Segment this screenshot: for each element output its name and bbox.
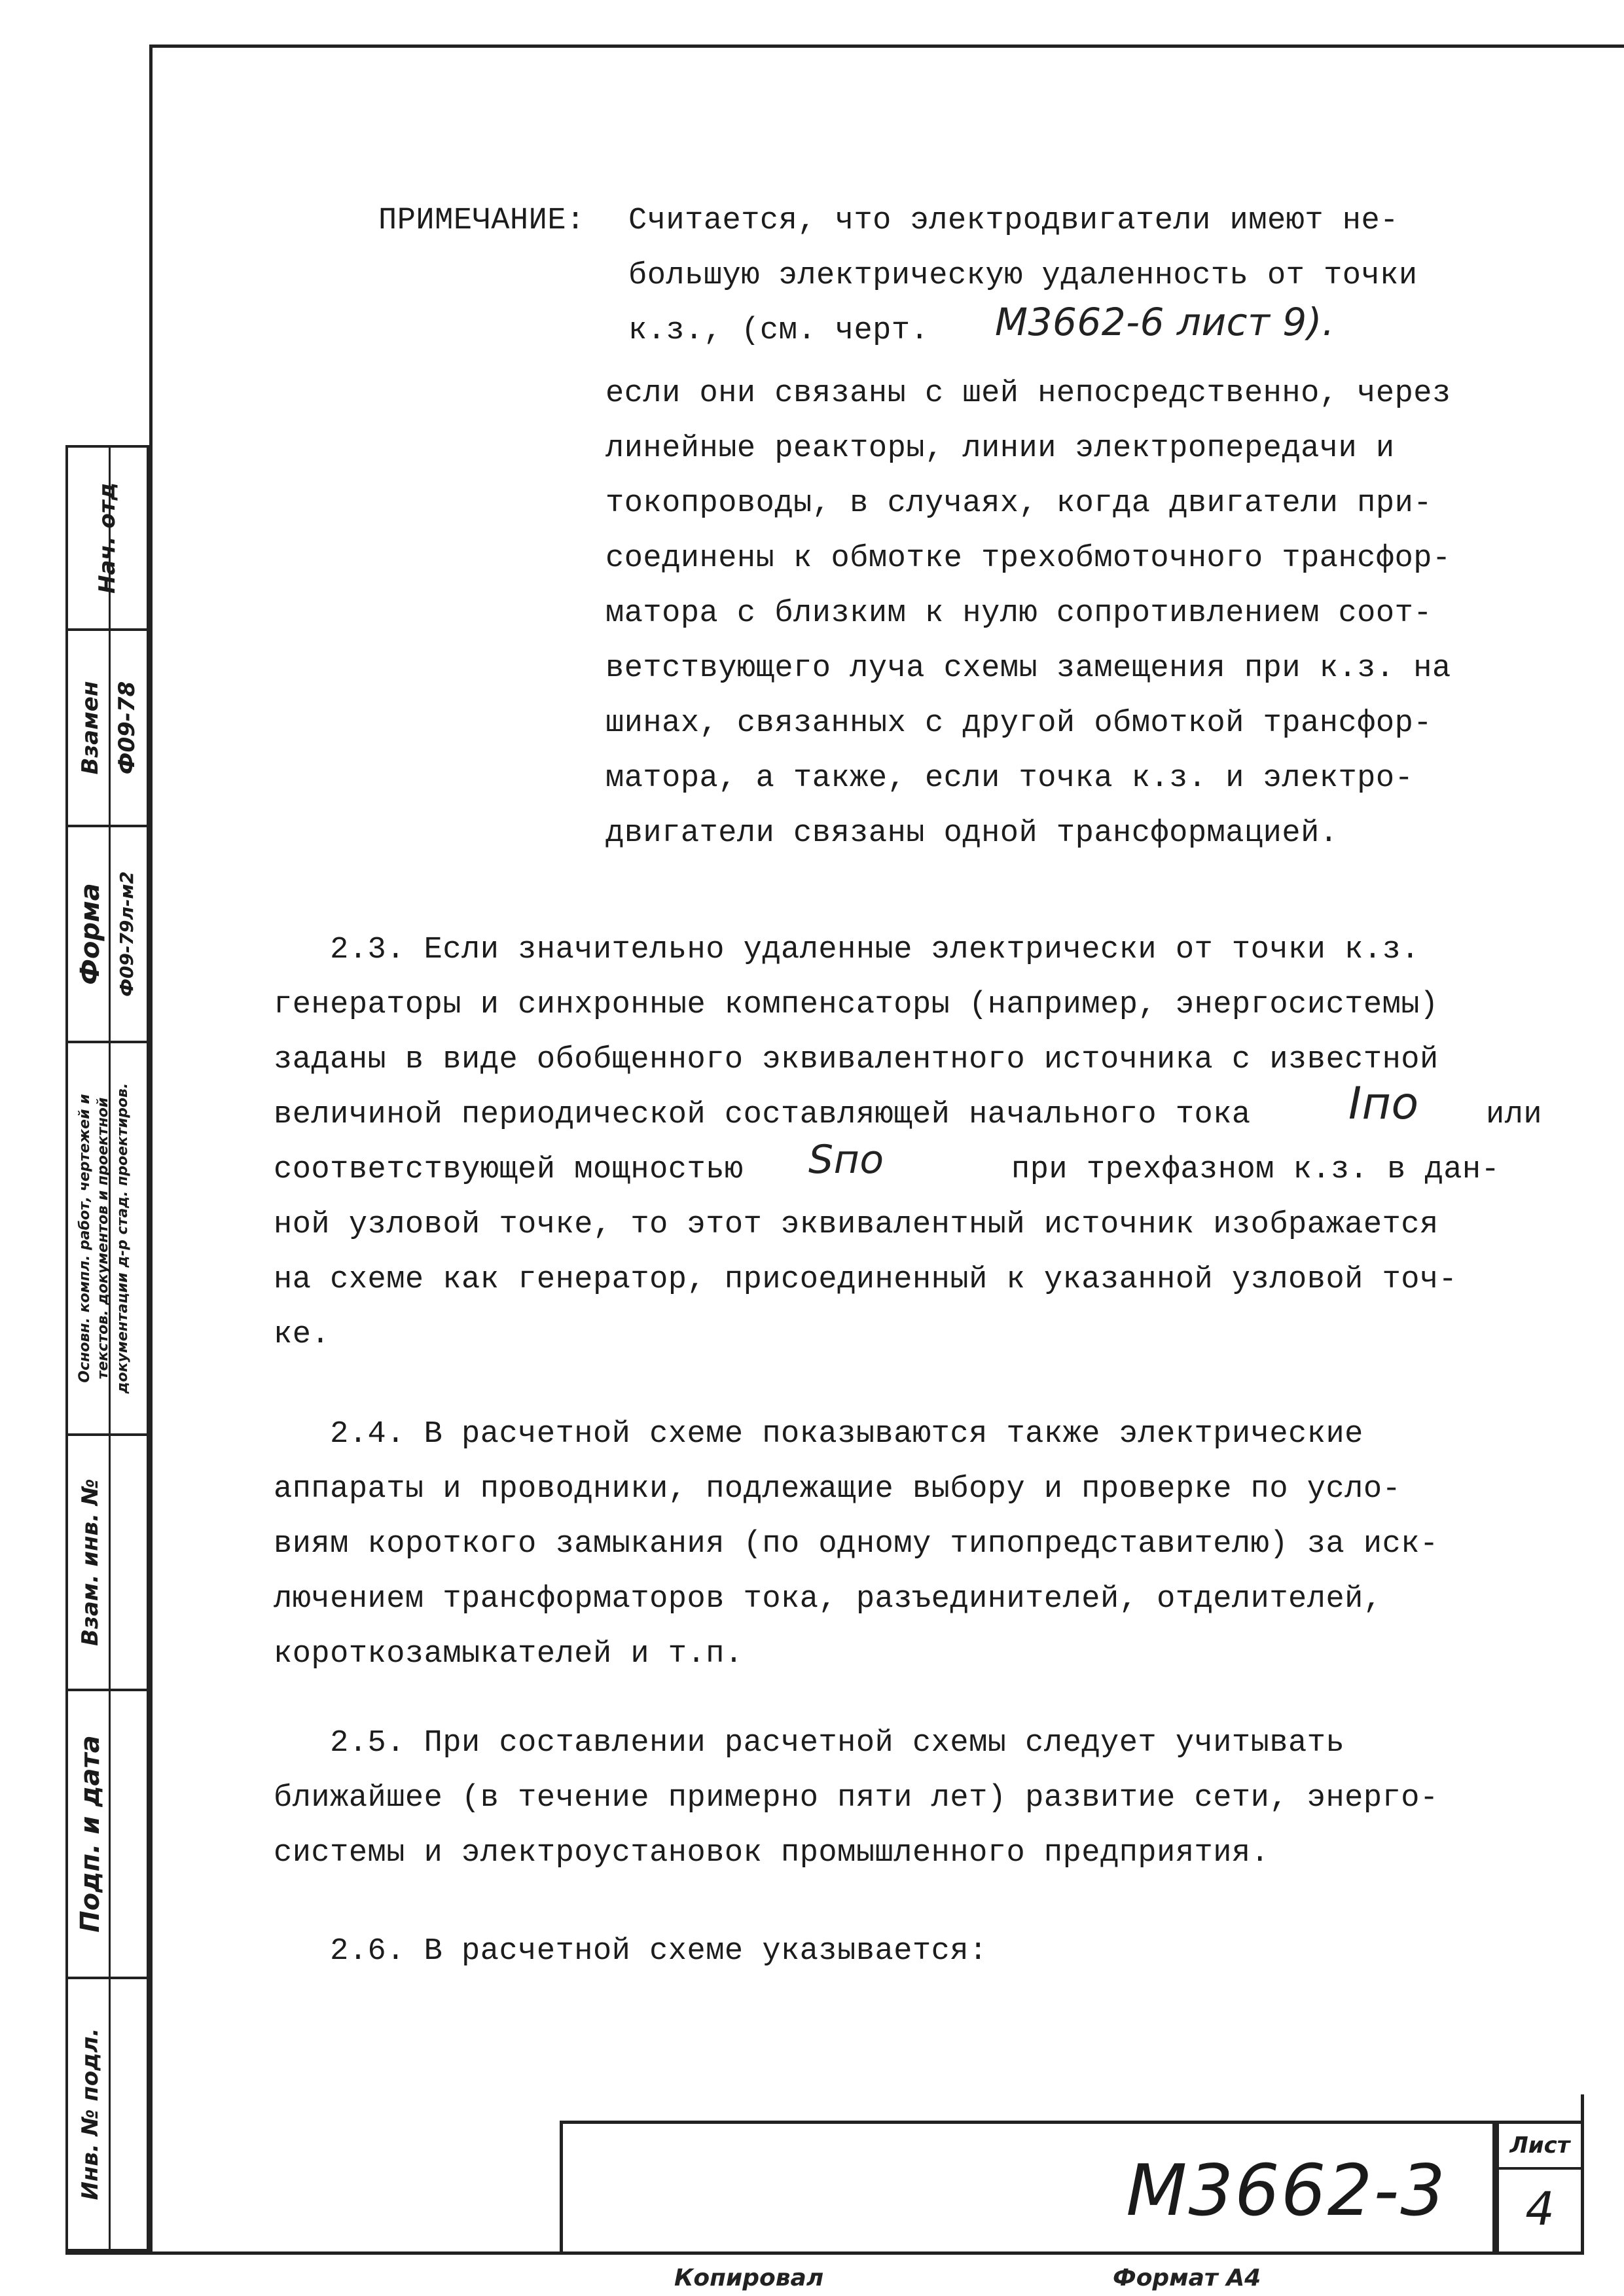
sheet-box	[1496, 2121, 1584, 2255]
p24-line-1: 2.4. В расчетной схеме показываются также электрические	[274, 1417, 1363, 1452]
stamp-cell-osnovn	[68, 1043, 147, 1436]
note-line-2: большую электрическую удаленность от точки	[628, 259, 1418, 293]
footer-copied: Копировал	[674, 2265, 824, 2291]
stamp-vzamen-value: Ф09-78	[114, 681, 140, 775]
symbol-current-ipo: Iпо	[1348, 1078, 1419, 1130]
p23-line-1: 2.3. Если значительно удаленные электрически от точки к.з.	[274, 933, 1420, 967]
footer-format: Формат А4	[1113, 2265, 1261, 2291]
p23-line-8: ке.	[274, 1318, 331, 1352]
p26-line-1: 2.6. В расчетной схеме указывается:	[274, 1934, 988, 1969]
p23-line-5: соответствующей мощностью	[274, 1153, 744, 1187]
p23-line-4: величиной периодической составляющей начального тока	[274, 1098, 1251, 1132]
document-code: М3662-3	[1126, 2150, 1447, 2232]
p23-line-4-end: или	[1486, 1098, 1543, 1132]
symbol-power-spo: Sпо	[808, 1137, 884, 1183]
p24-line-5: короткозамыкателей и т.п.	[274, 1637, 744, 1672]
note-line-10: шинах, связанных с другой обмоткой трансфор-	[605, 706, 1433, 741]
title-block	[560, 2121, 1496, 2255]
stamp-cell-vzam-inv	[68, 1436, 147, 1691]
stamp-cell-nach-otd	[68, 448, 147, 631]
note-line-1: Считается, что электродвигатели имеют не-	[628, 204, 1399, 238]
note-line-3: к.з., (см. черт.	[628, 314, 929, 348]
note-line-9: ветствующего луча схемы замещения при к.з. на	[605, 651, 1451, 686]
note-label: ПРИМЕЧАНИЕ:	[378, 204, 585, 238]
p23-line-7: на схеме как генератор, присоединенный к указанной узловой точ-	[274, 1263, 1458, 1297]
p24-line-4: лючением трансформаторов тока, разъединителей, отделителей,	[274, 1582, 1382, 1617]
p25-line-1: 2.5. При составлении расчетной схемы следует учитывать	[274, 1726, 1345, 1761]
stamp-forma: Форма	[75, 883, 105, 985]
note-line-7: соединены к обмотке трехобмоточного трансфор-	[605, 541, 1451, 576]
stamp-podp-data: Подп. и дата	[75, 1735, 105, 1933]
stamp-cell-vzamen	[68, 631, 147, 827]
p24-line-2: аппараты и проводники, подлежащие выбору и проверке по усло-	[274, 1472, 1401, 1507]
note-line-5: линейные реакторы, линии электропередачи и	[605, 431, 1395, 466]
stamp-cell-forma	[68, 827, 147, 1043]
note-line-6: токопроводы, в случаях, когда двигатели при-	[605, 486, 1433, 521]
p23-line-2: генераторы и синхронные компенсаторы (например, энергосистемы)	[274, 988, 1439, 1022]
stamp-vzam-inv: Взам. инв. №	[77, 1479, 103, 1646]
note-handwritten-reference: М3662-6 лист 9).	[995, 300, 1335, 344]
stamp-vzamen: Взамен	[77, 681, 103, 775]
stamp-nach-otd: Нач. отд	[94, 482, 120, 594]
note-line-12: двигатели связаны одной трансформацией.	[605, 816, 1339, 851]
p23-line-6: ной узловой точке, то этот эквивалентный источник изображается	[274, 1208, 1439, 1242]
stamp-osnovn-3: документации д-р стад. проектиров.	[115, 1083, 131, 1394]
frame-top-line	[149, 45, 1624, 48]
p24-line-3: виям короткого замыкания (по одному типопредставителю) за иск-	[274, 1527, 1439, 1562]
stamp-osnovn-1: Основн. компл. работ, чертежей и	[77, 1094, 93, 1383]
frame-left-line	[149, 45, 153, 2251]
p23-line-3: заданы в виде обобщенного эквивалентного источника с известной	[274, 1043, 1439, 1077]
sheet-number: 4	[1525, 2182, 1555, 2236]
p25-line-2: ближайшее (в течение примерно пяти лет) развитие сети, энерго-	[274, 1781, 1439, 1816]
stamp-osnovn-2: текстов. документов и проектной	[95, 1097, 111, 1380]
stamp-forma-value: Ф09-79л-м2	[116, 871, 137, 997]
stamp-inv-podl: Инв. № подл.	[77, 2028, 103, 2200]
stamp-cell-inv-podl	[68, 1979, 147, 2249]
stamp-cell-podp-data	[68, 1691, 147, 1979]
sheet-label: Лист	[1499, 2124, 1581, 2170]
note-line-8: матора с близким к нулю сопротивлением соот-	[605, 596, 1433, 631]
p23-line-5-end: при трехфазном к.з. в дан-	[1011, 1153, 1500, 1187]
p25-line-3: системы и электроустановок промышленного предприятия.	[274, 1836, 1270, 1871]
stamp-strip	[65, 445, 149, 2251]
note-line-11: матора, а также, если точка к.з. и электро-	[605, 761, 1414, 796]
note-line-4: если они связаны с шей непосредственно, через	[605, 376, 1451, 411]
